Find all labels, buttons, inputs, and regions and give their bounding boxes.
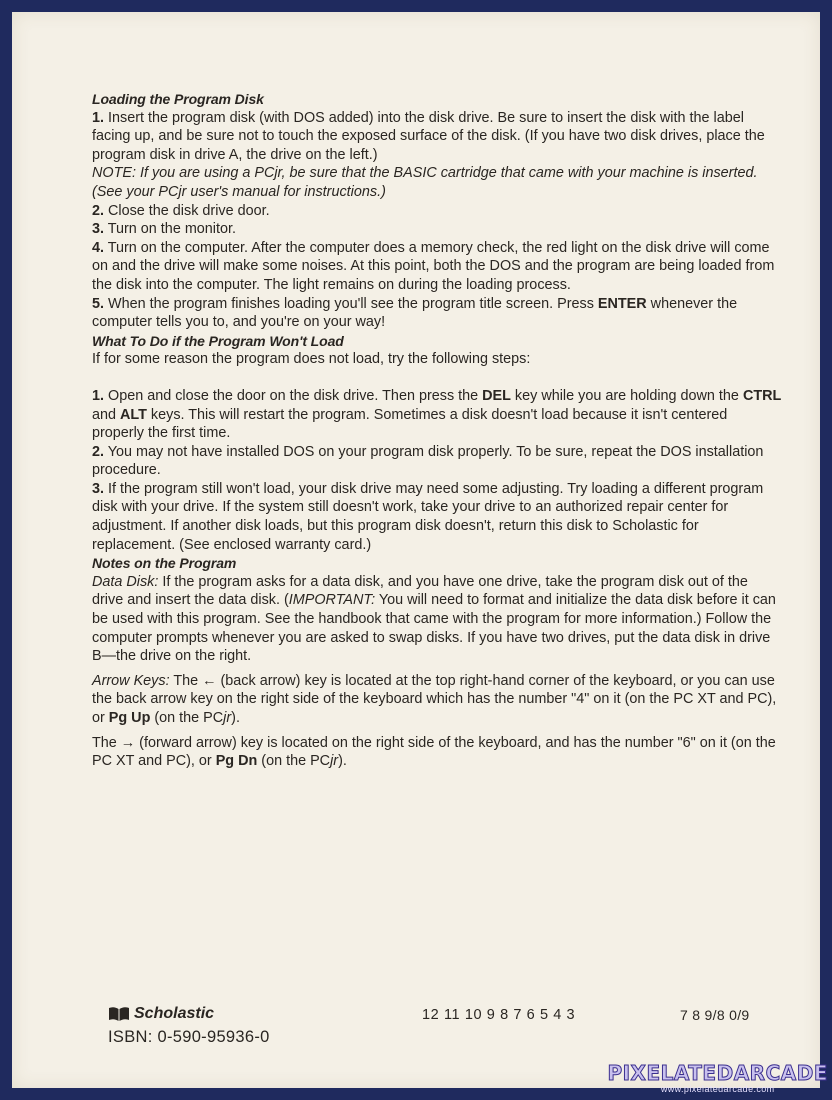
- step-1: [92, 109, 782, 165]
- publisher-name: Scholastic: [134, 1005, 215, 1022]
- alt-key: ALT: [120, 406, 147, 423]
- del-key: DEL: [482, 387, 511, 404]
- open-book-icon: [108, 1006, 130, 1022]
- step-number: 1.: [92, 387, 105, 404]
- section-heading-loading: Loading the Program Disk: [92, 91, 264, 107]
- instructions-body: [92, 90, 782, 771]
- note-text: (on the PC: [257, 753, 331, 770]
- step-text: If the program still won't load, your disk drive may need some adjusting. Try loading a different program disk with your drive. If the system still doesn't work, take your drive to an authorized repair center for adjustment. If another disk loads, but this program disk doesn't, return this disk to Scholastic for replacement. (See enclosed warranty card.): [92, 480, 764, 553]
- fix-3: [92, 480, 782, 554]
- pg-dn-key: Pg Dn: [215, 753, 258, 770]
- note-text: (on the PC: [150, 710, 224, 726]
- section-heading-notes: Notes on the Program: [92, 555, 237, 572]
- step-number: 4.: [92, 239, 105, 256]
- step-2: [92, 202, 782, 221]
- jr-suffix: jr: [330, 753, 339, 770]
- note-text: The → (forward arrow) key is located on the right side of the keyboard, and has the number "6" on it (on the PC XT and PC), or: [92, 734, 776, 770]
- step-5: [92, 295, 782, 332]
- print-line: 12 11 10 9 8 7 6 5 4 3: [422, 1007, 576, 1023]
- enter-key: ENTER: [597, 295, 647, 312]
- document-page: [12, 12, 820, 1088]
- data-disk-label: Data Disk:: [92, 573, 159, 590]
- step-3: [92, 220, 782, 239]
- isbn: ISBN: 0-590-95936-0: [108, 1028, 270, 1046]
- section-heading-troubleshoot: What To Do if the Program Won't Load: [92, 332, 344, 349]
- forward-arrow-note: [92, 734, 782, 771]
- step-text: Open and close the door on the disk drive. Then press the: [104, 387, 483, 404]
- note-text: If the program asks for a data disk, and you have one drive, take the program disk out of the drive and insert the data disk. (: [92, 573, 748, 609]
- step-number: 2.: [92, 202, 105, 219]
- important-label: IMPORTANT:: [288, 592, 376, 609]
- step-text: and: [92, 406, 121, 423]
- fix-2: [92, 443, 782, 480]
- print-dates: 7 8 9/8 0/9: [680, 1007, 750, 1023]
- spacer: [92, 369, 782, 387]
- note-text: You will need to format and initialize the data disk before it can be used with this program. See the handbook that came with the program for more information.) Follow the computer prompts whenever you are asked to swap disks. If you have two drives, put the data disk in drive B—the drive on the right.: [92, 592, 776, 665]
- step-text: whenever the computer tells you to, and you're on your way!: [92, 295, 738, 331]
- publisher-logo: [108, 1005, 214, 1023]
- step-text: Close the disk drive door.: [104, 202, 270, 219]
- pg-up-key: Pg Up: [108, 710, 151, 726]
- step-number: 3.: [92, 480, 105, 497]
- step-number: 3.: [92, 221, 105, 238]
- arrow-keys-label: Arrow Keys:: [92, 672, 170, 689]
- step-number: 1.: [92, 109, 105, 126]
- troubleshoot-intro: If for some reason the program does not load, try the following steps:: [92, 351, 531, 368]
- step-text: When the program finishes loading you'll see the program title screen. Press: [104, 295, 598, 312]
- watermark-title: PIXELATEDARCADE: [607, 1061, 828, 1085]
- ctrl-key: CTRL: [742, 387, 782, 404]
- step-text: key while you are holding down the: [510, 387, 743, 404]
- step-number: 2.: [92, 443, 105, 460]
- note-text: ).: [231, 710, 240, 726]
- jr-suffix: jr: [223, 710, 232, 726]
- step-4: [92, 239, 782, 295]
- step-text: keys. This will restart the program. Sometimes a disk doesn't load because it isn't centered properly the first time.: [92, 406, 728, 442]
- fix-1: [92, 387, 782, 443]
- watermark-url: www.pixelatedarcade.com: [660, 1084, 775, 1094]
- step-number: 5.: [92, 295, 105, 312]
- step-text: You may not have installed DOS on your program disk properly. To be sure, repeat the DOS installation procedure.: [92, 443, 764, 479]
- page-footer: [108, 1005, 788, 1055]
- data-disk-note: [92, 573, 782, 666]
- pcjr-note: NOTE: If you are using a PCjr, be sure that the BASIC cartridge that came with your machine is inserted. (See your PCjr user's manual for instructions.): [92, 165, 758, 200]
- note-text: The ← (back arrow) key is located at the top right-hand corner of the keyboard, or you can use the back arrow key on the right side of the keyboard which has the number "4" on it (on the PC XT and PC), or: [92, 672, 777, 726]
- step-text: Turn on the monitor.: [104, 221, 237, 238]
- arrow-keys-note: [92, 672, 782, 728]
- step-text: Turn on the computer. After the computer does a memory check, the red light on the disk drive will come on and the drive will make some noises. At this point, both the DOS and the program are being loaded from the disk into the computer. The light remains on during the loading process.: [92, 239, 775, 293]
- watermark: [607, 1062, 828, 1094]
- note-text: ).: [338, 753, 347, 770]
- step-text: Insert the program disk (with DOS added) into the disk drive. Be sure to insert the disk with the label facing up, and be sure not to touch the exposed surface of the disk. (If you have two disk drives, place the program disk in drive A, the drive on the left.): [92, 109, 765, 163]
